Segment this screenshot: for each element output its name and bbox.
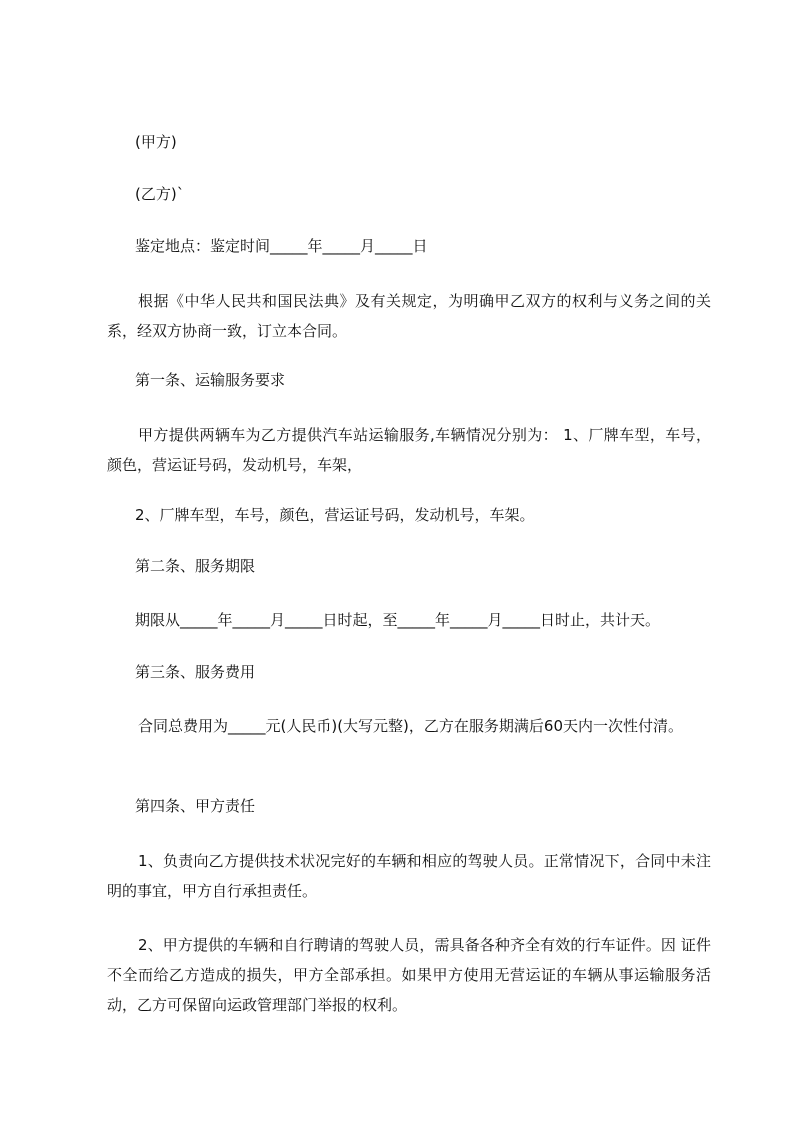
preamble-paragraph: 根据《中华人民共和国民法典》及有关规定，为明确甲乙双方的权利与义务之间的关系，经双方协商一致，订立本合同。 [107, 292, 711, 340]
article-3-paragraph-1: 合同总费用为_____元(人民币)(大写元整)，乙方在服务期满后60天内一次性付清。 [138, 717, 683, 735]
article-2-title: 第二条、服务期限 [135, 557, 256, 575]
location-date-line: 鉴定地点：鉴定时间_____年_____月_____日 [135, 237, 428, 255]
article-3-title: 第三条、服务费用 [135, 663, 256, 681]
article-4-paragraph-1: 1、负责向乙方提供技术状况完好的车辆和相应的驾驶人员。正常情况下，合同中未注明的事宜，甲方自行承担责任。 [107, 852, 711, 900]
article-2-paragraph-1: 期限从_____年_____月_____日时起，至_____年_____月_____日时止，共计天。 [135, 611, 661, 629]
party-a-label: (甲方) [135, 133, 177, 151]
article-1-paragraph-1: 甲方提供两辆车为乙方提供汽车站运输服务,车辆情况分别为： 1、厂牌车型，车号，颜色，营运证号码，发动机号，车架， [107, 426, 711, 474]
article-1-paragraph-2: 2、厂牌车型，车号，颜色，营运证号码，发动机号，车架。 [135, 506, 535, 524]
article-1-title: 第一条、运输服务要求 [135, 371, 286, 389]
article-4-paragraph-2: 2、甲方提供的车辆和自行聘请的驾驶人员，需具备各种齐全有效的行车证件。因 证件不全而给乙方造成的损失，甲方全部承担。如果甲方使用无营运证的车辆从事运输服务活动，乙方可保留向运政管理部门举报的权利。 [107, 936, 711, 1014]
article-4-title: 第四条、甲方责任 [135, 797, 256, 815]
party-b-label: (乙方)` [135, 185, 185, 203]
